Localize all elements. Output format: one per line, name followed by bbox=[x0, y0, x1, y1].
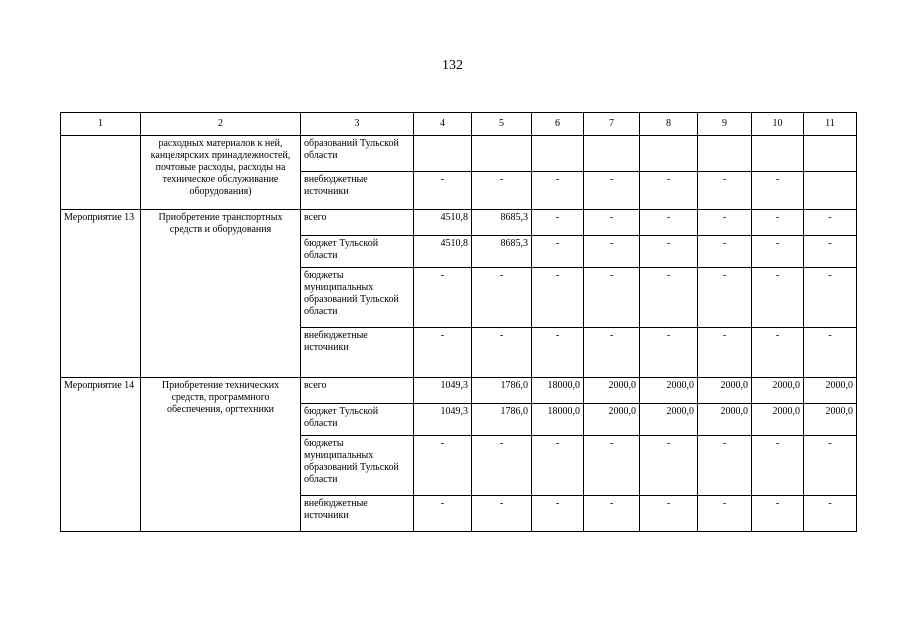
value-cell: - bbox=[752, 236, 804, 268]
value-cell: 18000,0 bbox=[532, 404, 584, 436]
value-cell: - bbox=[414, 436, 472, 496]
table-row bbox=[61, 210, 857, 236]
value-cell: 8685,3 bbox=[472, 210, 532, 236]
value-cell: - bbox=[584, 236, 640, 268]
value-cell: - bbox=[640, 268, 698, 328]
value-cell: - bbox=[698, 210, 752, 236]
value-cell: - bbox=[532, 496, 584, 532]
value-cell: - bbox=[804, 210, 857, 236]
value-cell: - bbox=[698, 236, 752, 268]
column-header-9: 9 bbox=[698, 113, 752, 136]
table-row bbox=[61, 378, 857, 404]
value-cell: - bbox=[414, 172, 472, 210]
value-cell: - bbox=[640, 328, 698, 378]
value-cell: - bbox=[584, 268, 640, 328]
value-cell: 2000,0 bbox=[804, 378, 857, 404]
event-name-cell: Мероприятие 13 bbox=[61, 210, 141, 378]
value-cell: - bbox=[804, 236, 857, 268]
value-cell: - bbox=[472, 496, 532, 532]
funding-source-cell: всего bbox=[301, 210, 414, 236]
value-cell: - bbox=[584, 496, 640, 532]
value-cell: - bbox=[698, 436, 752, 496]
value-cell: 4510,8 bbox=[414, 236, 472, 268]
value-cell: - bbox=[640, 236, 698, 268]
value-cell bbox=[640, 136, 698, 172]
funding-source-cell: внебюджетные источники bbox=[301, 496, 414, 532]
funding-source-cell: бюджет Тульской области bbox=[301, 236, 414, 268]
value-cell bbox=[584, 136, 640, 172]
value-cell bbox=[804, 136, 857, 172]
value-cell: - bbox=[698, 268, 752, 328]
column-header-10: 10 bbox=[752, 113, 804, 136]
column-header-2: 2 bbox=[141, 113, 301, 136]
value-cell: 2000,0 bbox=[698, 378, 752, 404]
value-cell: 1049,3 bbox=[414, 378, 472, 404]
value-cell: - bbox=[752, 172, 804, 210]
value-cell: 2000,0 bbox=[640, 378, 698, 404]
value-cell: 18000,0 bbox=[532, 378, 584, 404]
event-description-cell: расходных материалов к ней, канцелярских принадлежностей, почтовые расходы, расходы на техническое обслуживание оборудования) bbox=[141, 136, 301, 210]
value-cell: - bbox=[532, 210, 584, 236]
value-cell bbox=[804, 172, 857, 210]
value-cell: - bbox=[532, 328, 584, 378]
value-cell bbox=[532, 136, 584, 172]
value-cell: - bbox=[804, 436, 857, 496]
funding-source-cell: внебюджетные источники bbox=[301, 328, 414, 378]
column-header-3: 3 bbox=[301, 113, 414, 136]
table-row bbox=[61, 136, 857, 172]
funding-source-cell: внебюджетные источники bbox=[301, 172, 414, 210]
value-cell: - bbox=[698, 496, 752, 532]
value-cell: - bbox=[472, 436, 532, 496]
value-cell: - bbox=[698, 328, 752, 378]
event-description-cell: Приобретение транспортных средств и оборудования bbox=[141, 210, 301, 378]
value-cell: - bbox=[640, 436, 698, 496]
table-body bbox=[61, 113, 857, 532]
value-cell: 1786,0 bbox=[472, 404, 532, 436]
funding-source-cell: образований Тульской области bbox=[301, 136, 414, 172]
funding-source-cell: всего bbox=[301, 378, 414, 404]
value-cell: - bbox=[414, 496, 472, 532]
value-cell: 4510,8 bbox=[414, 210, 472, 236]
value-cell: - bbox=[414, 328, 472, 378]
value-cell: - bbox=[752, 328, 804, 378]
event-name-cell: Мероприятие 14 bbox=[61, 378, 141, 532]
value-cell: - bbox=[804, 496, 857, 532]
funding-source-cell: бюджет Тульской области bbox=[301, 404, 414, 436]
value-cell: 2000,0 bbox=[640, 404, 698, 436]
value-cell: - bbox=[414, 268, 472, 328]
value-cell: 2000,0 bbox=[752, 378, 804, 404]
value-cell: - bbox=[584, 328, 640, 378]
value-cell: - bbox=[640, 172, 698, 210]
value-cell: - bbox=[532, 436, 584, 496]
value-cell: 2000,0 bbox=[752, 404, 804, 436]
value-cell: - bbox=[698, 172, 752, 210]
value-cell: 1786,0 bbox=[472, 378, 532, 404]
value-cell: - bbox=[804, 328, 857, 378]
value-cell bbox=[414, 136, 472, 172]
event-name-cell bbox=[61, 136, 141, 210]
page-number: 132 bbox=[442, 58, 463, 73]
value-cell: 2000,0 bbox=[804, 404, 857, 436]
column-header-5: 5 bbox=[472, 113, 532, 136]
column-header-11: 11 bbox=[804, 113, 857, 136]
value-cell: 2000,0 bbox=[584, 378, 640, 404]
column-header-7: 7 bbox=[584, 113, 640, 136]
column-header-6: 6 bbox=[532, 113, 584, 136]
column-header-1: 1 bbox=[61, 113, 141, 136]
value-cell: 8685,3 bbox=[472, 236, 532, 268]
value-cell: - bbox=[752, 268, 804, 328]
value-cell: - bbox=[752, 496, 804, 532]
value-cell: - bbox=[472, 172, 532, 210]
value-cell: - bbox=[472, 328, 532, 378]
value-cell: - bbox=[472, 268, 532, 328]
value-cell: 2000,0 bbox=[698, 404, 752, 436]
value-cell: 1049,3 bbox=[414, 404, 472, 436]
value-cell: - bbox=[752, 436, 804, 496]
budget-table bbox=[60, 112, 857, 532]
header-row bbox=[61, 113, 857, 136]
funding-source-cell: бюджеты муниципальных образований Тульской области bbox=[301, 268, 414, 328]
value-cell: - bbox=[584, 436, 640, 496]
column-header-8: 8 bbox=[640, 113, 698, 136]
funding-source-cell: бюджеты муниципальных образований Тульской области bbox=[301, 436, 414, 496]
value-cell bbox=[472, 136, 532, 172]
column-header-4: 4 bbox=[414, 113, 472, 136]
value-cell: - bbox=[804, 268, 857, 328]
value-cell: - bbox=[532, 268, 584, 328]
value-cell: - bbox=[584, 172, 640, 210]
value-cell: 2000,0 bbox=[584, 404, 640, 436]
value-cell bbox=[698, 136, 752, 172]
value-cell: - bbox=[584, 210, 640, 236]
event-description-cell: Приобретение технических средств, программного обеспечения, оргтехники bbox=[141, 378, 301, 532]
value-cell: - bbox=[532, 236, 584, 268]
value-cell: - bbox=[640, 210, 698, 236]
value-cell: - bbox=[532, 172, 584, 210]
value-cell: - bbox=[752, 210, 804, 236]
value-cell bbox=[752, 136, 804, 172]
value-cell: - bbox=[640, 496, 698, 532]
